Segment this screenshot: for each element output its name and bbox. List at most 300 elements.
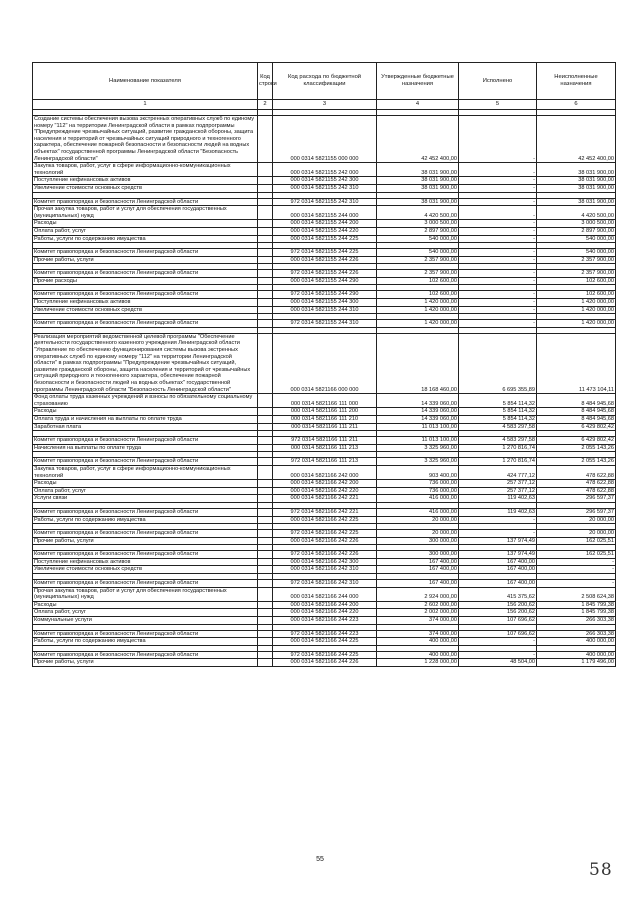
row-line-code xyxy=(258,516,273,524)
row-line-code xyxy=(258,415,273,423)
row-approved: 2 357 900,00 xyxy=(377,270,459,278)
row-name: Коммунальные услуги xyxy=(33,617,258,625)
row-line-code xyxy=(258,487,273,495)
row-line-code xyxy=(258,163,273,177)
row-line-code xyxy=(258,437,273,445)
row-executed: - xyxy=(459,220,537,228)
row-approved: 102 600,00 xyxy=(377,291,459,299)
row-executed: 257 377,12 xyxy=(459,487,537,495)
row-executed: 167 400,00 xyxy=(459,558,537,566)
table-row xyxy=(33,444,616,452)
row-executed: 167 400,00 xyxy=(459,566,537,574)
row-unexecuted: 38 031 900,00 xyxy=(537,184,616,192)
row-name: Комитет правопорядка и безопасности Ленинградской области xyxy=(33,458,258,466)
row-line-code xyxy=(258,480,273,488)
row-name: Расходы xyxy=(33,408,258,416)
row-executed: - xyxy=(459,184,537,192)
row-line-code xyxy=(258,630,273,638)
row-approved: 374 000,00 xyxy=(377,617,459,625)
row-executed: - xyxy=(459,651,537,659)
row-executed: - xyxy=(459,270,537,278)
row-approved: 2 897 900,00 xyxy=(377,227,459,235)
row-approved: 2 602 000,00 xyxy=(377,601,459,609)
row-unexecuted: 102 600,00 xyxy=(537,291,616,299)
row-executed: 167 400,00 xyxy=(459,580,537,588)
row-approved: 38 031 900,00 xyxy=(377,177,459,185)
row-classification-code: 972 0314 5821166 242 226 xyxy=(273,551,377,559)
row-executed: 137 974,49 xyxy=(459,537,537,545)
row-line-code xyxy=(258,495,273,503)
table-row xyxy=(33,617,616,625)
header-line-code: Код строки xyxy=(258,63,273,100)
row-classification-code: 000 0314 5821166 111 211 xyxy=(273,423,377,431)
row-unexecuted: 42 452 400,00 xyxy=(537,116,616,163)
row-name: Прочие работы, услуги xyxy=(33,659,258,667)
row-unexecuted: 1 420 000,00 xyxy=(537,320,616,328)
row-unexecuted: 540 000,00 xyxy=(537,249,616,257)
header-executed: Исполнено xyxy=(459,63,537,100)
row-approved: 3 000 500,00 xyxy=(377,220,459,228)
row-unexecuted: 162 025,51 xyxy=(537,551,616,559)
row-executed: 257 377,12 xyxy=(459,480,537,488)
row-approved: 3 325 960,00 xyxy=(377,458,459,466)
row-classification-code: 000 0314 5821155 244 226 xyxy=(273,256,377,264)
row-approved: 38 031 900,00 xyxy=(377,198,459,206)
row-name: Оплата труда и начисления на выплаты по оплате труда xyxy=(33,415,258,423)
row-unexecuted: - xyxy=(537,558,616,566)
row-unexecuted: 6 429 802,42 xyxy=(537,437,616,445)
row-unexecuted: 38 031 900,00 xyxy=(537,177,616,185)
row-line-code xyxy=(258,609,273,617)
row-approved: 20 000,00 xyxy=(377,530,459,538)
row-executed: 6 695 355,89 xyxy=(459,333,537,393)
row-name: Прочие работы, услуги xyxy=(33,256,258,264)
row-classification-code: 972 0314 5821166 242 221 xyxy=(273,508,377,516)
row-classification-code: 000 0314 5821155 242 300 xyxy=(273,177,377,185)
row-unexecuted: 2 897 900,00 xyxy=(537,227,616,235)
row-unexecuted: 400 000,00 xyxy=(537,651,616,659)
column-number: 5 xyxy=(459,100,537,110)
row-name: Создание системы обеспечения вызова экстренных оперативных служб по единому номеру "112" на территории Ленинградской области в рамках подпрограммы "Предупреждение чрезвычайных ситуаций, развитие гражданской обороны, защита населения и территорий от чрезвычайных ситуаций природного и техногенного характера, обеспечение пожарной безопасности и безопасности людей на водных объектах" государственной программы Ленинградской области "Безопасность Ленинградской области" xyxy=(33,116,258,163)
row-executed: - xyxy=(459,177,537,185)
page-number: 55 xyxy=(316,856,324,863)
table-row xyxy=(33,651,616,659)
row-executed: - xyxy=(459,163,537,177)
row-line-code xyxy=(258,116,273,163)
row-classification-code: 000 0314 5821155 244 200 xyxy=(273,220,377,228)
row-approved: 167 400,00 xyxy=(377,558,459,566)
row-line-code xyxy=(258,617,273,625)
row-approved: 18 168 460,00 xyxy=(377,333,459,393)
row-classification-code: 000 0314 5821166 111 200 xyxy=(273,408,377,416)
row-line-code xyxy=(258,587,273,601)
row-unexecuted: 38 031 900,00 xyxy=(537,198,616,206)
row-unexecuted: 11 473 104,11 xyxy=(537,333,616,393)
row-name: Реализация мероприятий ведомственной целевой программы "Обеспечение деятельности государственного казенного учреждения Ленинградской области "Управление по обеспечению функционирования системы вызова экстренных оперативных служб по единому номеру "112" на территории Ленинградской области" в рамках подпрограммы "Предупреждение чрезвычайных ситуаций, развитие гражданской обороны, защита населения и территорий от чрезвычайных ситуаций природного и техногенного характера, обеспечение пожарной безопасности и безопасности людей на водных объектах" государственной программы Ленинградской области "Безопасность Ленинградской области" xyxy=(33,333,258,393)
row-classification-code: 972 0314 5821155 242 310 xyxy=(273,198,377,206)
header-approved-appropriations: Утвержденные бюджетные назначения xyxy=(377,63,459,100)
row-approved: 167 400,00 xyxy=(377,566,459,574)
row-executed: - xyxy=(459,320,537,328)
table-row xyxy=(33,530,616,538)
row-unexecuted: 1 179 496,00 xyxy=(537,659,616,667)
row-line-code xyxy=(258,291,273,299)
table-row xyxy=(33,320,616,328)
row-classification-code: 972 0314 5821155 244 310 xyxy=(273,320,377,328)
row-name: Комитет правопорядка и безопасности Ленинградской области xyxy=(33,320,258,328)
header-indicator-name: Наименование показателя xyxy=(33,63,258,100)
row-classification-code: 972 0314 5821155 244 225 xyxy=(273,249,377,257)
row-name: Комитет правопорядка и безопасности Ленинградской области xyxy=(33,630,258,638)
row-approved: 736 000,00 xyxy=(377,480,459,488)
row-name: Комитет правопорядка и безопасности Ленинградской области xyxy=(33,508,258,516)
row-executed: 107 696,62 xyxy=(459,617,537,625)
row-approved: 20 000,00 xyxy=(377,516,459,524)
table-row xyxy=(33,277,616,285)
row-line-code xyxy=(258,566,273,574)
row-line-code xyxy=(258,651,273,659)
row-classification-code: 000 0314 5821166 111 213 xyxy=(273,444,377,452)
row-approved: 416 000,00 xyxy=(377,508,459,516)
row-executed: 119 402,63 xyxy=(459,508,537,516)
row-unexecuted: 4 420 500,00 xyxy=(537,206,616,220)
row-executed: - xyxy=(459,306,537,314)
row-line-code xyxy=(258,270,273,278)
row-line-code xyxy=(258,558,273,566)
header-unexecuted-appropriations: Неисполненные назначения xyxy=(537,63,616,100)
row-classification-code: 000 0314 5821166 244 226 xyxy=(273,659,377,667)
row-line-code xyxy=(258,423,273,431)
row-line-code xyxy=(258,465,273,479)
header-budget-classification-code: Код расхода по бюджетной классификации xyxy=(273,63,377,100)
row-executed: 137 974,49 xyxy=(459,551,537,559)
table-row xyxy=(33,587,616,601)
row-unexecuted: 540 000,00 xyxy=(537,235,616,243)
row-name: Увеличение стоимости основных средств xyxy=(33,306,258,314)
table-row xyxy=(33,558,616,566)
row-approved: 2 924 000,00 xyxy=(377,587,459,601)
table-header-row xyxy=(33,63,616,100)
row-approved: 102 600,00 xyxy=(377,277,459,285)
row-unexecuted: 2 508 624,38 xyxy=(537,587,616,601)
column-number: 4 xyxy=(377,100,459,110)
row-classification-code: 000 0314 5821166 244 000 xyxy=(273,587,377,601)
row-line-code xyxy=(258,256,273,264)
row-line-code xyxy=(258,551,273,559)
row-line-code xyxy=(258,580,273,588)
handwritten-sheet-number: 58 xyxy=(589,860,613,880)
row-executed: - xyxy=(459,638,537,646)
row-executed: 5 854 114,32 xyxy=(459,408,537,416)
row-executed: - xyxy=(459,277,537,285)
table-row xyxy=(33,291,616,299)
row-name: Комитет правопорядка и безопасности Ленинградской области xyxy=(33,551,258,559)
row-classification-code: 972 0314 5821166 242 225 xyxy=(273,530,377,538)
row-name: Комитет правопорядка и безопасности Ленинградской области xyxy=(33,580,258,588)
row-approved: 14 339 060,00 xyxy=(377,394,459,408)
row-executed: - xyxy=(459,256,537,264)
row-classification-code: 000 0314 5821166 000 000 xyxy=(273,333,377,393)
row-classification-code: 000 0314 5821155 242 310 xyxy=(273,184,377,192)
row-line-code xyxy=(258,458,273,466)
row-approved: 1 228 000,00 xyxy=(377,659,459,667)
budget-execution-table xyxy=(32,62,616,667)
row-classification-code: 972 0314 5821166 111 213 xyxy=(273,458,377,466)
row-executed: - xyxy=(459,116,537,163)
row-approved: 11 013 100,00 xyxy=(377,423,459,431)
row-classification-code: 000 0314 5821166 242 300 xyxy=(273,558,377,566)
row-name: Оплата работ, услуг xyxy=(33,227,258,235)
table-row xyxy=(33,394,616,408)
row-name: Поступление нефинансовых активов xyxy=(33,558,258,566)
row-executed: - xyxy=(459,299,537,307)
row-approved: 11 013 100,00 xyxy=(377,437,459,445)
table-row xyxy=(33,299,616,307)
row-classification-code: 972 0314 5821166 242 310 xyxy=(273,580,377,588)
row-classification-code: 000 0314 5821166 242 220 xyxy=(273,487,377,495)
row-name: Оплата работ, услуг xyxy=(33,487,258,495)
table-row xyxy=(33,480,616,488)
table-row xyxy=(33,333,616,393)
row-approved: 300 000,00 xyxy=(377,537,459,545)
row-classification-code: 000 0314 5821166 242 000 xyxy=(273,465,377,479)
row-classification-code: 000 0314 5821166 242 310 xyxy=(273,566,377,574)
table-row xyxy=(33,601,616,609)
row-name: Комитет правопорядка и безопасности Ленинградской области xyxy=(33,270,258,278)
column-number-row xyxy=(33,100,616,110)
row-approved: 2 357 900,00 xyxy=(377,256,459,264)
table-row xyxy=(33,638,616,646)
row-executed: 1 270 816,74 xyxy=(459,458,537,466)
row-name: Комитет правопорядка и безопасности Ленинградской области xyxy=(33,198,258,206)
row-name: Начисления на выплаты по оплате труда xyxy=(33,444,258,452)
row-unexecuted: 20 000,00 xyxy=(537,516,616,524)
row-line-code xyxy=(258,508,273,516)
column-number: 1 xyxy=(33,100,258,110)
row-approved: 1 420 000,00 xyxy=(377,320,459,328)
column-number: 2 xyxy=(258,100,273,110)
row-classification-code: 000 0314 5821155 244 310 xyxy=(273,306,377,314)
row-approved: 374 000,00 xyxy=(377,630,459,638)
row-executed: 1 270 816,74 xyxy=(459,444,537,452)
row-name: Оплата работ, услуг xyxy=(33,609,258,617)
table-row xyxy=(33,249,616,257)
row-name: Комитет правопорядка и безопасности Ленинградской области xyxy=(33,249,258,257)
row-unexecuted: 1 845 799,38 xyxy=(537,601,616,609)
row-executed: - xyxy=(459,235,537,243)
table-row xyxy=(33,508,616,516)
row-line-code xyxy=(258,659,273,667)
row-executed: 119 402,63 xyxy=(459,495,537,503)
row-unexecuted: 2 055 143,26 xyxy=(537,458,616,466)
row-approved: 14 339 060,00 xyxy=(377,408,459,416)
row-unexecuted: 6 429 802,42 xyxy=(537,423,616,431)
row-name: Закупка товаров, работ, услуг в сфере информационно-коммуникационных технологий xyxy=(33,465,258,479)
table-row xyxy=(33,495,616,503)
row-classification-code: 000 0314 5821155 244 300 xyxy=(273,299,377,307)
row-classification-code: 000 0314 5821166 242 200 xyxy=(273,480,377,488)
row-approved: 167 400,00 xyxy=(377,580,459,588)
row-classification-code: 000 0314 5821155 244 225 xyxy=(273,235,377,243)
row-unexecuted: 8 484 945,68 xyxy=(537,415,616,423)
row-executed: 4 583 297,58 xyxy=(459,437,537,445)
row-approved: 540 000,00 xyxy=(377,249,459,257)
table-row xyxy=(33,609,616,617)
table-row xyxy=(33,198,616,206)
row-classification-code: 972 0314 5821166 244 225 xyxy=(273,651,377,659)
table-row xyxy=(33,487,616,495)
row-line-code xyxy=(258,277,273,285)
row-line-code xyxy=(258,235,273,243)
table-row xyxy=(33,256,616,264)
row-approved: 1 420 000,00 xyxy=(377,299,459,307)
table-body xyxy=(33,110,616,667)
row-executed: - xyxy=(459,227,537,235)
row-executed: 5 854 114,32 xyxy=(459,415,537,423)
row-unexecuted: 478 622,88 xyxy=(537,465,616,479)
row-approved: 540 000,00 xyxy=(377,235,459,243)
row-line-code xyxy=(258,530,273,538)
row-classification-code: 000 0314 5821166 111 000 xyxy=(273,394,377,408)
column-number: 6 xyxy=(537,100,616,110)
row-unexecuted: 296 597,37 xyxy=(537,495,616,503)
row-unexecuted: 266 303,38 xyxy=(537,617,616,625)
row-name: Работы, услуги по содержанию имущества xyxy=(33,235,258,243)
row-unexecuted: 3 000 500,00 xyxy=(537,220,616,228)
table-row xyxy=(33,184,616,192)
row-line-code xyxy=(258,601,273,609)
row-executed: 424 777,12 xyxy=(459,465,537,479)
table-row xyxy=(33,659,616,667)
row-line-code xyxy=(258,299,273,307)
row-classification-code: 000 0314 5821166 244 223 xyxy=(273,617,377,625)
row-name: Комитет правопорядка и безопасности Ленинградской области xyxy=(33,291,258,299)
row-name: Комитет правопорядка и безопасности Ленинградской области xyxy=(33,651,258,659)
row-unexecuted: 296 597,37 xyxy=(537,508,616,516)
row-approved: 3 325 960,00 xyxy=(377,444,459,452)
table-row xyxy=(33,551,616,559)
row-unexecuted: 20 000,00 xyxy=(537,530,616,538)
table-row xyxy=(33,227,616,235)
row-name: Поступление нефинансовых активов xyxy=(33,177,258,185)
table-row xyxy=(33,437,616,445)
row-classification-code: 972 0314 5821155 244 290 xyxy=(273,291,377,299)
table-row xyxy=(33,306,616,314)
row-classification-code: 000 0314 5821155 242 000 xyxy=(273,163,377,177)
row-classification-code: 972 0314 5821166 111 211 xyxy=(273,437,377,445)
row-line-code xyxy=(258,333,273,393)
row-classification-code: 000 0314 5821166 244 220 xyxy=(273,609,377,617)
row-name: Расходы xyxy=(33,601,258,609)
row-line-code xyxy=(258,444,273,452)
row-line-code xyxy=(258,220,273,228)
row-line-code xyxy=(258,198,273,206)
row-executed: - xyxy=(459,249,537,257)
row-classification-code: 972 0314 5821166 244 223 xyxy=(273,630,377,638)
row-executed: - xyxy=(459,530,537,538)
row-approved: 4 420 500,00 xyxy=(377,206,459,220)
row-executed: - xyxy=(459,516,537,524)
row-name: Работы, услуги по содержанию имущества xyxy=(33,638,258,646)
row-executed: 107 696,62 xyxy=(459,630,537,638)
row-name: Услуги связи xyxy=(33,495,258,503)
row-name: Увеличение стоимости основных средств xyxy=(33,184,258,192)
row-unexecuted: - xyxy=(537,566,616,574)
table-row xyxy=(33,458,616,466)
row-name: Заработная плата xyxy=(33,423,258,431)
row-line-code xyxy=(258,638,273,646)
row-approved: 38 031 900,00 xyxy=(377,184,459,192)
row-line-code xyxy=(258,184,273,192)
row-executed: - xyxy=(459,291,537,299)
row-executed: 156 200,62 xyxy=(459,601,537,609)
row-executed: 156 200,62 xyxy=(459,609,537,617)
row-line-code xyxy=(258,306,273,314)
row-unexecuted: 478 622,88 xyxy=(537,487,616,495)
row-executed: 415 375,62 xyxy=(459,587,537,601)
row-classification-code: 000 0314 5821155 000 000 xyxy=(273,116,377,163)
row-unexecuted: - xyxy=(537,580,616,588)
row-unexecuted: 102 600,00 xyxy=(537,277,616,285)
row-executed: - xyxy=(459,206,537,220)
row-unexecuted: 8 484 945,68 xyxy=(537,408,616,416)
row-unexecuted: 2 357 900,00 xyxy=(537,256,616,264)
row-classification-code: 000 0314 5821166 111 210 xyxy=(273,415,377,423)
row-approved: 736 000,00 xyxy=(377,487,459,495)
row-executed: - xyxy=(459,198,537,206)
budget-report-sheet xyxy=(32,62,615,667)
row-classification-code: 000 0314 5821166 242 221 xyxy=(273,495,377,503)
row-executed: 48 504,00 xyxy=(459,659,537,667)
row-line-code xyxy=(258,394,273,408)
table-row xyxy=(33,630,616,638)
table-row xyxy=(33,220,616,228)
row-name: Комитет правопорядка и безопасности Ленинградской области xyxy=(33,530,258,538)
row-name: Фонд оплаты труда казенных учреждений и взносы по обязательному социальному страхованию xyxy=(33,394,258,408)
row-approved: 400 000,00 xyxy=(377,638,459,646)
row-classification-code: 000 0314 5821166 244 200 xyxy=(273,601,377,609)
table-row xyxy=(33,465,616,479)
row-classification-code: 000 0314 5821155 244 220 xyxy=(273,227,377,235)
row-approved: 2 002 000,00 xyxy=(377,609,459,617)
row-classification-code: 000 0314 5821155 244 000 xyxy=(273,206,377,220)
row-name: Прочие работы, услуги xyxy=(33,537,258,545)
row-name: Увеличение стоимости основных средств xyxy=(33,566,258,574)
row-name: Закупка товаров, работ, услуг в сфере информационно-коммуникационных технологий xyxy=(33,163,258,177)
row-name: Комитет правопорядка и безопасности Ленинградской области xyxy=(33,437,258,445)
row-unexecuted: 8 484 945,68 xyxy=(537,394,616,408)
row-classification-code: 000 0314 5821166 242 225 xyxy=(273,516,377,524)
row-executed: 5 854 114,32 xyxy=(459,394,537,408)
row-name: Прочая закупка товаров, работ и услуг для обеспечения государственных (муниципальных) нужд xyxy=(33,587,258,601)
table-row xyxy=(33,415,616,423)
table-row xyxy=(33,177,616,185)
row-classification-code: 972 0314 5821155 244 226 xyxy=(273,270,377,278)
row-approved: 42 452 400,00 xyxy=(377,116,459,163)
table-row xyxy=(33,537,616,545)
table-row xyxy=(33,163,616,177)
row-unexecuted: 266 303,38 xyxy=(537,630,616,638)
row-unexecuted: 1 845 799,38 xyxy=(537,609,616,617)
row-line-code xyxy=(258,227,273,235)
row-unexecuted: 2 357 900,00 xyxy=(537,270,616,278)
table-row xyxy=(33,580,616,588)
table-row xyxy=(33,270,616,278)
row-line-code xyxy=(258,537,273,545)
row-approved: 1 420 000,00 xyxy=(377,306,459,314)
table-row xyxy=(33,235,616,243)
column-number: 3 xyxy=(273,100,377,110)
